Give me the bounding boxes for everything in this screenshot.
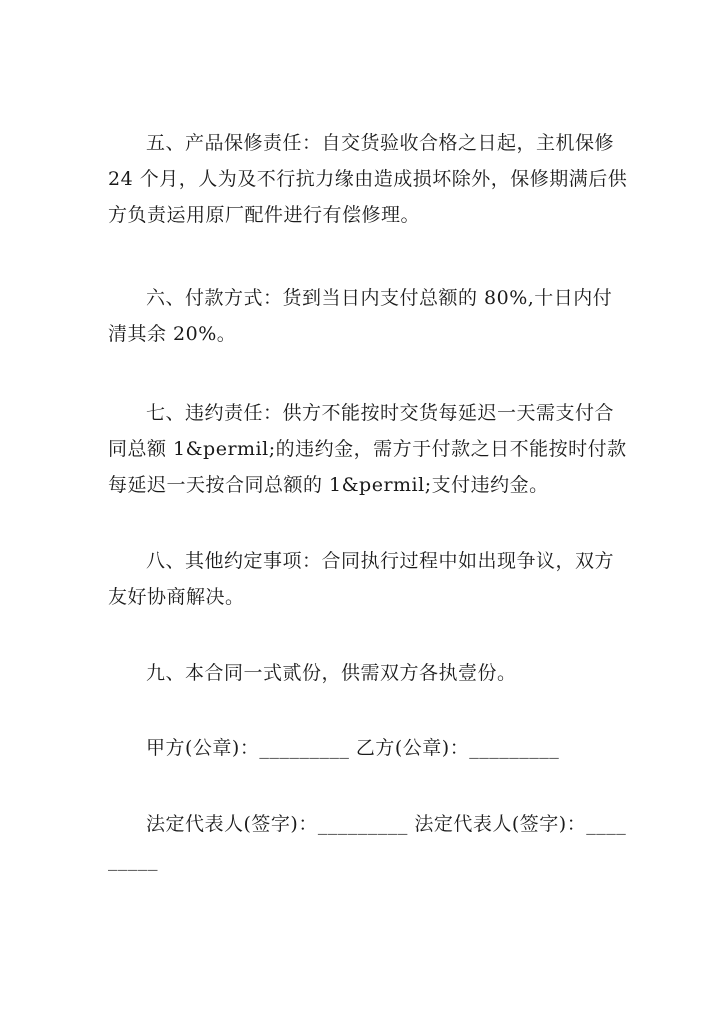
- seal-line: 甲方(公章)：_________ 乙方(公章)：_________: [146, 737, 560, 759]
- clause-other-terms: 八、其他约定事项：合同执行过程中如出现争议，双方友好协商解决。: [108, 550, 615, 608]
- clause-payment: 六、付款方式：货到当日内支付总额的 80%,十日内付清其余 20%。: [108, 287, 613, 345]
- clause-copies: 九、本合同一式贰份，供需双方各执壹份。: [146, 662, 517, 684]
- clause-liability: 七、违约责任：供方不能按时交货每延迟一天需支付合同总额 1&permil;的违约金，需方于付款之日不能按时付款每延迟一天按合同总额的 1&permil;支付违约金。: [108, 402, 627, 496]
- signature-line: 法定代表人(签字)：_________ 法定代表人(签字)：_________: [108, 813, 627, 871]
- clause-warranty: 五、产品保修责任：自交货验收合格之日起，主机保修 24 个月，人为及不行抗力缘由造成损坏除外，保修期满后供方负责运用原厂配件进行有偿修理。: [108, 132, 628, 226]
